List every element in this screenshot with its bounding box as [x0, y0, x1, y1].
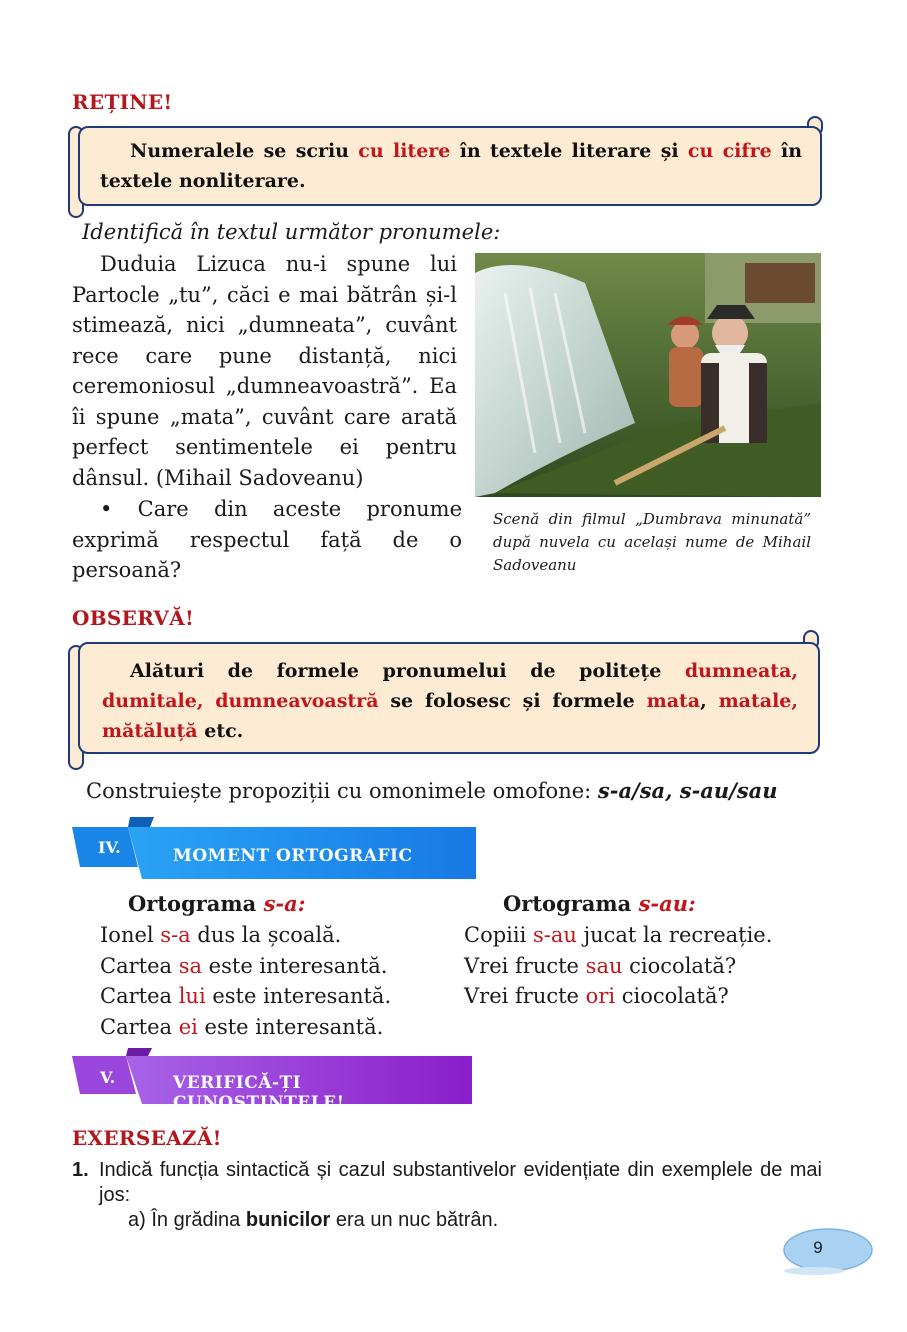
example-text: este interesantă.	[205, 984, 392, 1008]
example-highlight: lui	[178, 984, 206, 1008]
example-text: Cartea	[100, 953, 179, 978]
example-line	[100, 1012, 391, 1043]
ortograma-sau-heading	[503, 889, 696, 920]
retine-segment: cu cifre	[687, 140, 772, 162]
observa-box	[78, 642, 820, 754]
page-number: 9	[813, 1238, 823, 1257]
observa-text	[102, 656, 798, 746]
ortograma-term: s-a:	[263, 891, 306, 916]
section-iv-number: IV.	[98, 838, 121, 857]
observa-segment: ,	[700, 690, 719, 712]
retine-segment: în textele nonliterare.	[100, 140, 803, 192]
example-line	[464, 981, 772, 1012]
example-text: Copiii	[464, 923, 533, 947]
example-text: ciocolată?	[622, 953, 737, 978]
example-highlight: s-au	[532, 923, 577, 947]
question-label: Care din aceste pronume exprimă respectul față de o persoană?	[72, 497, 462, 582]
example-line	[100, 951, 391, 982]
ortograma-label: Ortograma	[503, 891, 639, 916]
example-text: este interesantă.	[202, 953, 388, 978]
observa-segment: Alături de formele pronumelui de politețe	[130, 660, 685, 682]
image-caption: Scenă din filmul „Dumbrava minunată” după nuvela cu același nume de Mihail Sadoveanu	[493, 510, 811, 574]
film-scene-illustration	[475, 253, 821, 497]
page-number-badge	[778, 1226, 874, 1280]
example-line	[464, 951, 772, 982]
example-line	[100, 920, 391, 951]
exercise-number: 1.	[72, 1159, 89, 1181]
example-text: este interesantă.	[197, 1014, 384, 1039]
exercise-1a	[72, 1208, 822, 1233]
observa-segment: matale, mătăluță	[102, 690, 799, 742]
observa-segment: dumneata, dumitale, dumneavoastră	[102, 660, 798, 712]
observa-heading: OBSERVĂ!	[72, 606, 195, 630]
literary-paragraph: Duduia Lizuca nu-i spune lui Partocle „tu”, căci e mai bătrân și-l stimează, nici „dumneata”, cuvânt rece care pune distanță, nici ceremoniosul „dumneavoastră”. Ea îi spune „mata”, cuvânt care arată perfect sentimentele ei pentru dânsul. (Mihail Sadoveanu)	[72, 252, 457, 490]
ortograma-label: Ortograma	[128, 891, 264, 916]
exercise-1a-pre: a) În grădina	[128, 1209, 246, 1231]
construieste-text	[86, 778, 778, 803]
exercise-1a-post: era un nuc bătrân.	[330, 1209, 499, 1231]
example-text: Vrei fructe	[464, 953, 586, 978]
exercise-1-text	[72, 1158, 822, 1208]
retine-segment: Numeralele se scriu	[130, 140, 359, 162]
retine-segment: cu litere	[358, 140, 451, 162]
section-v-number: V.	[100, 1068, 116, 1087]
exercise-instruction: Indică funcția sintactică și cazul substantivelor evidențiate din exemplele de mai jos:	[99, 1159, 822, 1206]
exercise-1	[72, 1158, 822, 1233]
film-scene-image	[475, 253, 821, 497]
section-v-banner	[72, 1048, 472, 1113]
ortograma-term: s-au:	[638, 891, 696, 916]
observa-segment: etc.	[197, 720, 244, 742]
example-highlight: sa	[178, 953, 202, 978]
bullet-icon: •	[100, 497, 138, 521]
exerseaza-heading: EXERSEAZĂ!	[72, 1126, 222, 1150]
example-text: Cartea	[100, 1014, 179, 1039]
example-text: Ionel	[100, 923, 161, 947]
example-line	[464, 920, 772, 951]
section-iv-title: MOMENT ORTOGRAFIC	[173, 846, 413, 866]
ortograma-sa-heading	[128, 889, 305, 920]
question-text	[72, 494, 462, 586]
construieste-bold: s-a/sa, s-au/sau	[597, 778, 778, 803]
example-highlight: s-a	[160, 923, 191, 947]
example-text: Cartea	[100, 984, 179, 1008]
example-text: jucat la recreație.	[576, 923, 773, 947]
example-text: Vrei fructe	[464, 984, 586, 1008]
retine-text	[100, 136, 802, 196]
observa-segment: se folosesc și formele	[378, 690, 647, 712]
example-text: ciocolată?	[615, 984, 729, 1008]
instruction-text: Identifică în textul următor pronumele:	[82, 220, 501, 244]
construieste-label: Construiește propoziții cu omonimele omofone:	[86, 779, 598, 803]
ortograma-sa-examples	[100, 920, 391, 1042]
retine-heading: REȚINE!	[72, 90, 173, 114]
section-v-title: VERIFICĂ-ȚI CUNOȘTINȚELE!	[173, 1073, 345, 1113]
example-highlight: ori	[585, 984, 616, 1008]
example-line	[100, 981, 391, 1012]
example-highlight: ei	[178, 1014, 198, 1039]
retine-segment: în textele literare și	[450, 140, 688, 162]
retine-box	[78, 126, 822, 206]
example-text: dus la școală.	[190, 923, 342, 947]
section-iv-banner	[72, 817, 476, 881]
example-highlight: sau	[585, 953, 623, 978]
exercise-1a-bold: bunicilor	[245, 1209, 331, 1231]
ortograma-sau-examples	[464, 920, 772, 1012]
observa-segment: mata	[646, 690, 701, 712]
